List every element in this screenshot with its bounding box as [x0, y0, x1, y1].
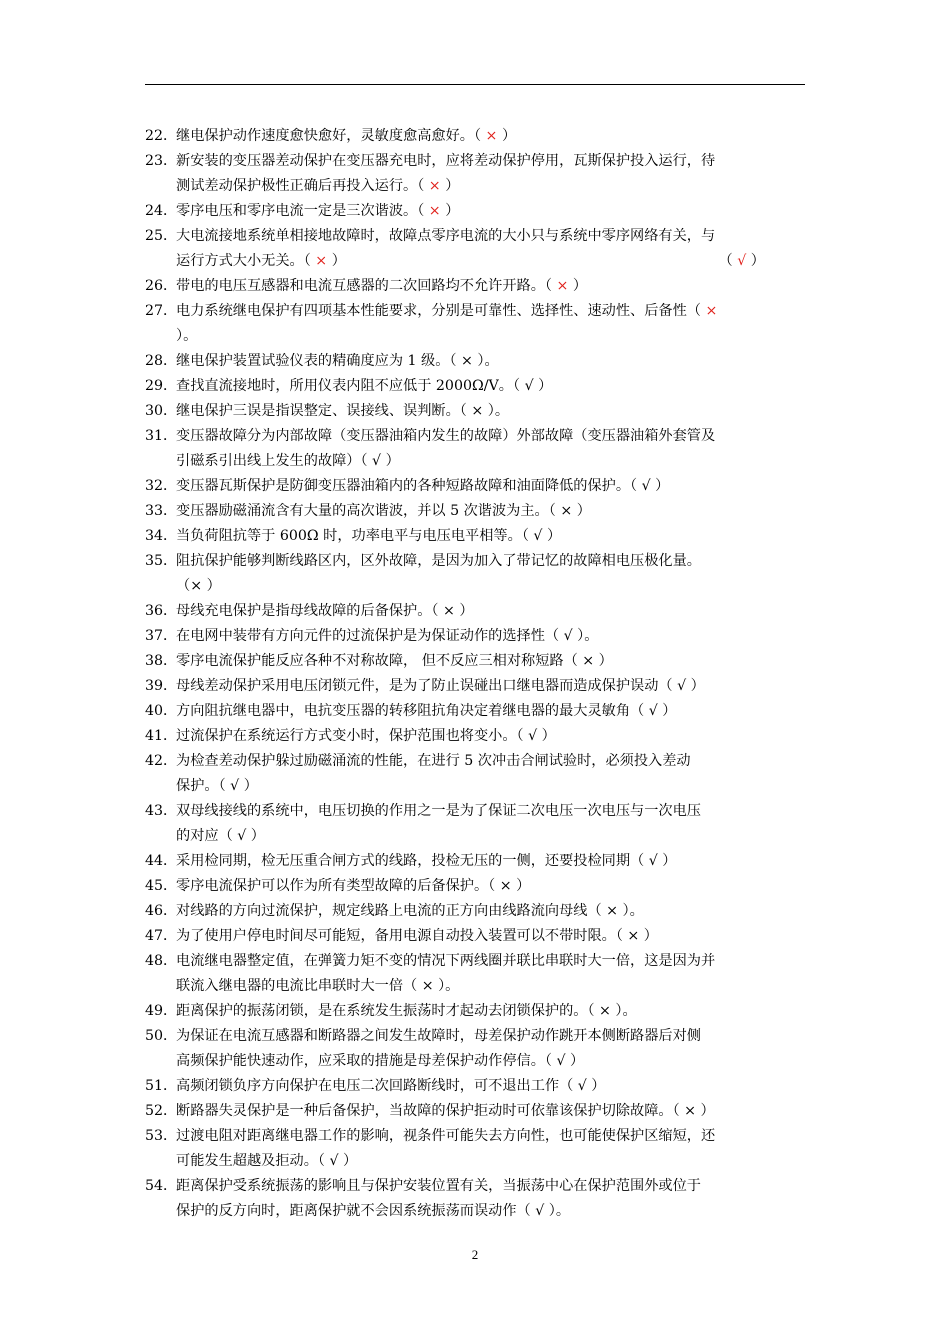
item-text-line: 为检查差动保护躲过励磁涌流的性能，在进行 5 次冲击合闸试验时，必须投入差动 — [176, 753, 691, 769]
item-number: 42． — [145, 753, 178, 769]
item-text-line: 变压器瓦斯保护是防御变压器油箱内的各种短路故障和油面降低的保护。（ √ ） — [176, 478, 670, 494]
item-text-line: 高频闭锁负序方向保护在电压二次回路断线时，可不退出工作（ √ ） — [176, 1078, 606, 1094]
list-item — [145, 124, 805, 149]
item-number: 30． — [145, 403, 178, 419]
item-number: 41． — [145, 728, 178, 744]
item-text-line: 保护。（ √ ） — [176, 778, 258, 794]
list-item — [145, 349, 805, 374]
list-item — [145, 499, 805, 524]
item-text-line: 为了使用户停电时间尽可能短，备用电源自动投入装置可以不带时限。（ × ） — [176, 928, 658, 944]
list-item — [145, 524, 805, 549]
item-text-line: 高频保护能快速动作，应采取的措施是母差保护动作停信。（ √ ） — [176, 1053, 585, 1069]
item-number: 32． — [145, 478, 178, 494]
item-text-line: 继电保护动作速度愈快愈好，灵敏度愈高愈好。（ × ） — [176, 128, 517, 144]
item-text-line: 过流保护在系统运行方式变小时，保护范围也将变小。（ √ ） — [176, 728, 556, 744]
list-item — [145, 949, 805, 999]
item-number: 26． — [145, 278, 178, 294]
list-item — [145, 224, 805, 274]
item-number: 27． — [145, 303, 178, 319]
list-item — [145, 674, 805, 699]
list-item — [145, 649, 805, 674]
page-number: 2 — [471, 1247, 479, 1262]
list-item — [145, 924, 805, 949]
item-text-line: （× ） — [176, 578, 221, 594]
list-item — [145, 1024, 805, 1074]
item-text-line: 电流继电器整定值，在弹簧力矩不变的情况下两线圈并联比串联时大一倍，这是因为并 — [176, 953, 716, 969]
answer-mark: × — [428, 203, 441, 219]
item-text-line: 新安装的变压器差动保护在变压器充电时，应将差动保护停用，瓦斯保护投入运行，待 — [176, 153, 716, 169]
item-text-line: 保护的反方向时，距离保护就不会因系统振荡而误动作（ √ ）。 — [176, 1203, 571, 1219]
list-item — [145, 624, 805, 649]
item-text-line: 双母线接线的系统中，电压切换的作用之一是为了保证二次电压一次电压与一次电压 — [176, 803, 701, 819]
item-text-line: 阻抗保护能够判断线路区内，区外故障，是因为加入了带记忆的故障相电压极化量。 — [176, 553, 701, 569]
item-number: 47． — [145, 928, 178, 944]
item-number: 50． — [145, 1028, 178, 1044]
item-number: 22． — [145, 128, 178, 144]
item-text-line: 变压器励磁涌流含有大量的高次谐波，并以 5 次谐波为主。（ × ） — [176, 503, 591, 519]
list-item — [145, 399, 805, 424]
list-item — [145, 274, 805, 299]
list-item — [145, 149, 805, 199]
item-number: 54． — [145, 1178, 178, 1194]
item-text-line: 的对应（ √ ） — [176, 828, 265, 844]
answer-mark-alt: （ √ ） — [718, 253, 765, 269]
item-text-line: 零序电流保护可以作为所有类型故障的后备保护。（ × ） — [176, 878, 531, 894]
item-number: 23． — [145, 153, 178, 169]
item-number: 43． — [145, 803, 178, 819]
item-text-line: 距离保护的振荡闭锁，是在系统发生振荡时才起动去闭锁保护的。（ × ）。 — [176, 1003, 637, 1019]
answer-mark: × — [315, 253, 328, 269]
item-text-line: 过渡电阻对距离继电器工作的影响，视条件可能失去方向性，也可能使保护区缩短，还 — [176, 1128, 716, 1144]
item-text-line: 查找直流接地时，所用仪表内阻不应低于 2000Ω/V。（ √ ） — [176, 378, 553, 394]
item-number: 49． — [145, 1003, 178, 1019]
item-text-line: 变压器故障分为内部故障（变压器油箱内发生的故障）外部故障（变压器油箱外套管及 — [176, 428, 716, 444]
list-item — [145, 799, 805, 849]
answer-mark: × — [428, 178, 441, 194]
item-text-line: 继电保护三误是指误整定、误接线、误判断。（ × ）。 — [176, 403, 510, 419]
item-text-line: 母线充电保护是指母线故障的后备保护。（ × ） — [176, 603, 474, 619]
item-number: 34． — [145, 528, 178, 544]
item-text-line: 在电网中装带有方向元件的过流保护是为保证动作的选择性（ √ ）。 — [176, 628, 599, 644]
item-number: 39． — [145, 678, 178, 694]
item-text-line: 电力系统继电保护有四项基本性能要求，分别是可靠性、选择性、速动性、后备性（ × — [176, 303, 718, 319]
list-item — [145, 1174, 805, 1224]
item-text-line: 大电流接地系统单相接地故障时，故障点零序电流的大小只与系统中零序网络有关，与 — [176, 228, 716, 244]
item-number: 37． — [145, 628, 178, 644]
item-number: 46． — [145, 903, 178, 919]
item-number: 44． — [145, 853, 178, 869]
item-text-line: 断路器失灵保护是一种后备保护，当故障的保护拒动时可依靠该保护切除故障。（ × ） — [176, 1103, 715, 1119]
list-item — [145, 474, 805, 499]
item-text-line: 测试差动保护极性正确后再投入运行。（ × ） — [176, 178, 460, 194]
item-number: 45． — [145, 878, 178, 894]
list-item — [145, 724, 805, 749]
list-item — [145, 699, 805, 724]
item-number: 28． — [145, 353, 178, 369]
list-item — [145, 1074, 805, 1099]
item-number: 25． — [145, 228, 178, 244]
list-item — [145, 374, 805, 399]
item-text-line: 零序电压和零序电流一定是三次谐波。（ × ） — [176, 203, 460, 219]
item-text-line: 可能发生超越及拒动。（ √ ） — [176, 1153, 358, 1169]
list-item — [145, 874, 805, 899]
item-text-line: 当负荷阻抗等于 600Ω 时，功率电平与电压电平相等。（ √ ） — [176, 528, 562, 544]
item-number: 35． — [145, 553, 178, 569]
item-number: 24． — [145, 203, 178, 219]
item-number: 51． — [145, 1078, 178, 1094]
item-text-line: 母线差动保护采用电压闭锁元件，是为了防止误碰出口继电器而造成保护误动（ √ ） — [176, 678, 705, 694]
item-number: 33． — [145, 503, 178, 519]
question-list — [145, 124, 805, 1224]
answer-mark: × — [705, 303, 718, 319]
item-text-line: 对线路的方向过流保护，规定线路上电流的正方向由线路流向母线（ × ）。 — [176, 903, 644, 919]
list-item — [145, 749, 805, 799]
list-item — [145, 549, 805, 599]
item-text-line: 继电保护装置试验仪表的精确度应为 1 级。（ × ）。 — [176, 353, 499, 369]
list-item — [145, 1124, 805, 1174]
item-number: 29． — [145, 378, 178, 394]
list-item — [145, 999, 805, 1024]
item-number: 38． — [145, 653, 178, 669]
item-number: 31． — [145, 428, 178, 444]
item-number: 36． — [145, 603, 178, 619]
list-item — [145, 424, 805, 474]
list-item — [145, 599, 805, 624]
list-item — [145, 1099, 805, 1124]
item-number: 53． — [145, 1128, 178, 1144]
answer-mark: × — [556, 278, 569, 294]
item-number: 48． — [145, 953, 178, 969]
item-text-line: 为保证在电流互感器和断路器之间发生故障时，母差保护动作跳开本侧断路器后对侧 — [176, 1028, 701, 1044]
item-text-line: 带电的电压互感器和电流互感器的二次回路均不允许开路。（ × ） — [176, 278, 588, 294]
list-item — [145, 899, 805, 924]
item-text-line: 方向阻抗继电器中，电抗变压器的转移阻抗角决定着继电器的最大灵敏角（ √ ） — [176, 703, 677, 719]
list-item — [145, 299, 805, 349]
item-text-line: 引磁系引出线上发生的故障）（ √ ） — [176, 453, 400, 469]
item-text-line: 运行方式大小无关。（ × ） （ √ ） — [176, 249, 805, 274]
item-number: 40． — [145, 703, 178, 719]
item-text-line: 采用检同期，检无压重合闸方式的线路，投检无压的一侧，还要投检同期（ √ ） — [176, 853, 677, 869]
item-text-line: ）。 — [176, 328, 198, 344]
item-number: 52． — [145, 1103, 178, 1119]
list-item — [145, 199, 805, 224]
header-rule — [145, 84, 805, 85]
item-text-line: 零序电流保护能反应各种不对称故障， 但不反应三相对称短路（ × ） — [176, 653, 613, 669]
answer-mark: × — [485, 128, 498, 144]
item-text-line: 联流入继电器的电流比串联时大一倍（ × ）。 — [176, 978, 460, 994]
list-item — [145, 849, 805, 874]
item-text-line: 距离保护受系统振荡的影响且与保护安装位置有关，当振荡中心在保护范围外或位于 — [176, 1178, 701, 1194]
